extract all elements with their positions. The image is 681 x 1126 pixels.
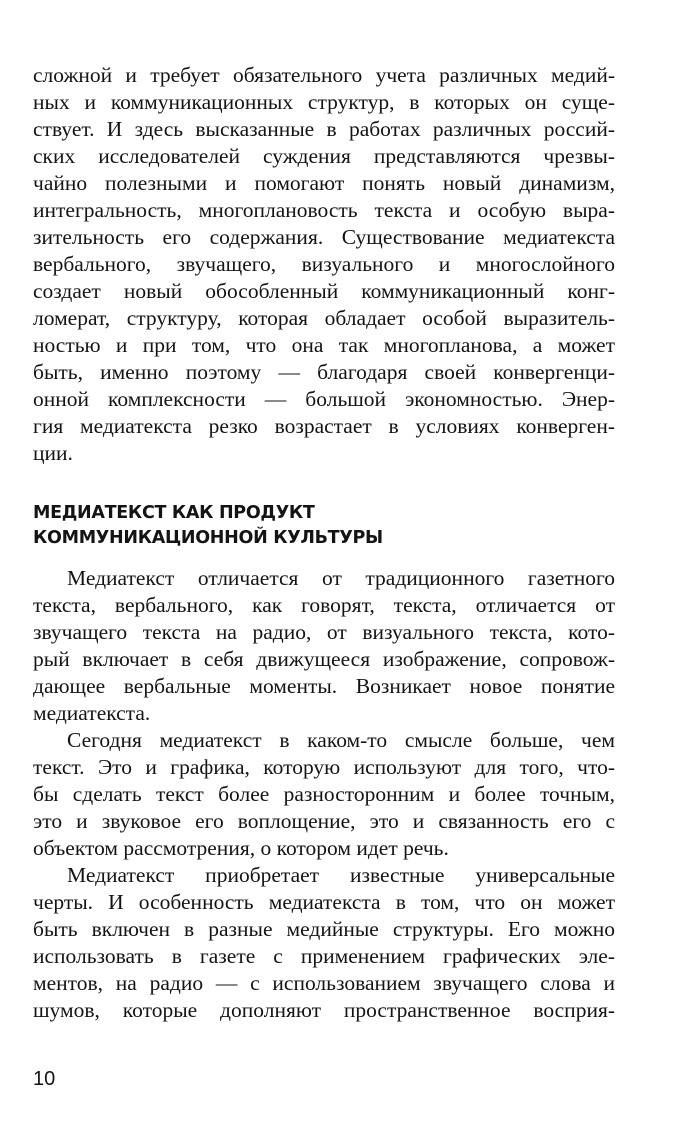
text-line: создает новый обособленный коммуникационный конг- [33, 279, 615, 303]
text-line: ции. [33, 441, 73, 465]
text-line: чайно полезными и помогают понять новый динамизм, [33, 171, 615, 195]
text-line: вербального, звучащего, визуального и многослойного [33, 252, 615, 276]
text-line: ствует. И здесь высказанные в работах различных россий- [33, 117, 615, 141]
text-line: объектом рассмотрения, о котором идет речь. [33, 836, 449, 860]
text-line: гия медиатекста резко возрастает в условиях конверген- [33, 414, 615, 438]
text-line: ских исследователей суждения представляются чрезвы- [33, 144, 615, 168]
section-heading-line: МЕДИАТЕКСТ КАК ПРОДУКТ [33, 503, 315, 523]
text-line: онной комплексности — большой экономностью. Энер- [33, 387, 615, 411]
text-line: звучащего текста на радио, от визуального текста, кото- [33, 620, 615, 644]
text-line: сложной и требует обязательного учета различных медий- [33, 63, 615, 87]
text-line: Медиатекст приобретает известные универсальные [67, 863, 615, 887]
text-line: текста, вербального, как говорят, текста, отличается от [33, 593, 615, 617]
text-line: текст. Это и графика, которую используют для того, что- [33, 755, 615, 779]
text-line: быть, именно поэтому — благодаря своей конвергенци- [33, 360, 615, 384]
text-line: Сегодня медиатекст в каком-то смысле больше, чем [67, 728, 615, 752]
text-line: черты. И особенность медиатекста в том, что он может [33, 890, 615, 914]
section-heading-line: КОММУНИКАЦИОННОЙ КУЛЬТУРЫ [33, 528, 383, 548]
text-line: ментов, на радио — с использованием звучащего слова и [33, 971, 615, 995]
text-line: Медиатекст отличается от традиционного газетного [67, 566, 615, 590]
text-line: медиатекста. [33, 701, 151, 725]
text-line: ломерат, структуру, которая обладает особой выразитель- [33, 306, 615, 330]
text-line: зительность его содержания. Существование медиатекста [33, 225, 615, 249]
text-line: быть включен в разные медийные структуры. Его можно [33, 917, 615, 941]
text-line: ностью и при том, что она так многопланова, а может [33, 333, 615, 357]
text-line: использовать в газете с применением графических эле- [33, 944, 615, 968]
text-line: шумов, которые дополняют пространственное восприя- [33, 998, 615, 1022]
text-line: бы сделать текст более разносторонним и более точным, [33, 782, 615, 806]
page-number: 10 [33, 1068, 56, 1090]
text-line: дающее вербальные моменты. Возникает новое понятие [33, 674, 615, 698]
text-line: ных и коммуникационных структур, в которых он суще- [33, 90, 615, 114]
text-line: рый включает в себя движущееся изображение, сопровож- [33, 647, 615, 671]
text-line: интегральность, многоплановость текста и особую выра- [33, 198, 615, 222]
text-line: это и звуковое его воплощение, это и связанность его с [33, 809, 615, 833]
